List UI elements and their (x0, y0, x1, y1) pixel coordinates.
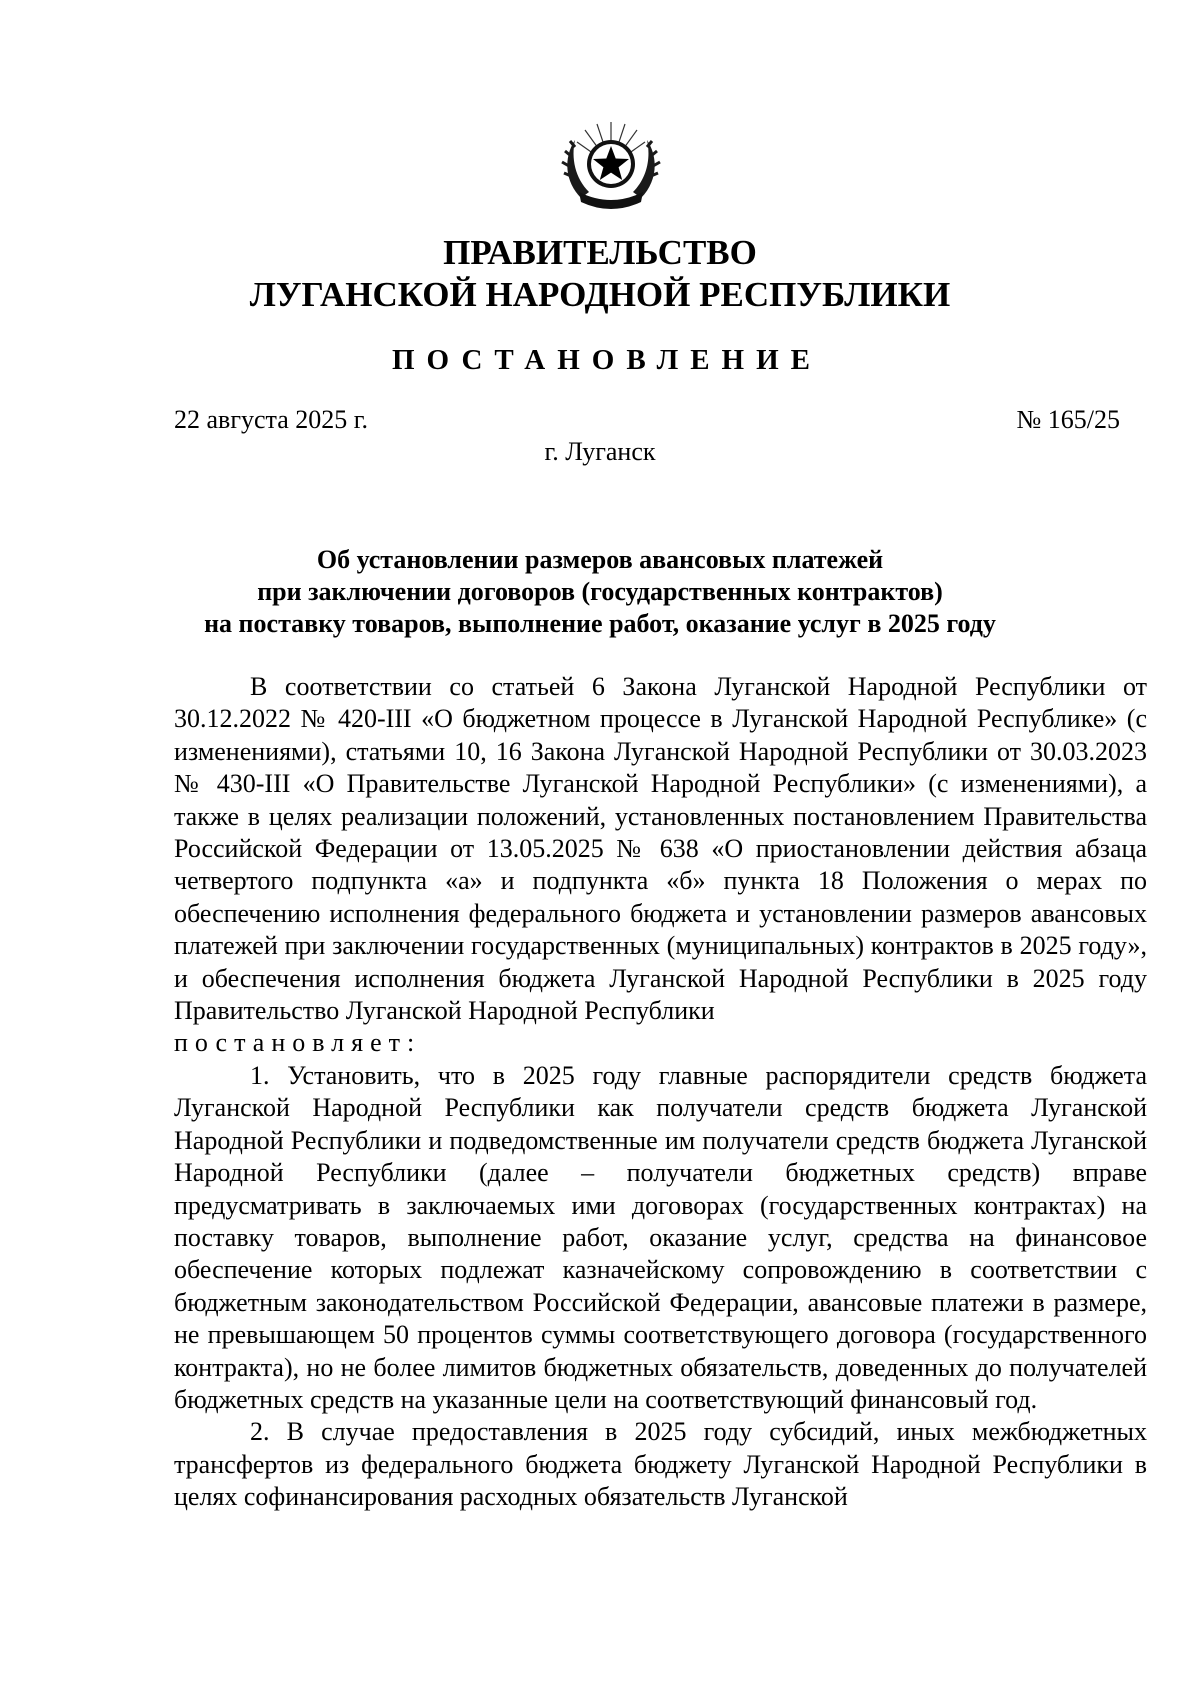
government-title-line2: ЛУГАНСКОЙ НАРОДНОЙ РЕСПУБЛИКИ (249, 275, 951, 314)
preamble-paragraph: В соответствии со статьей 6 Закона Луганской Народной Республики от 30.12.2022 № 420-III «О бюджетном процессе в Луганской Народной Республике» (с изменениями), статьями 10, 16 Закона Луганской Народной Республики от 30.03.2023 № 430-III «О Правительстве Луганской Народной Республики» (с изменениями), а также в целях реализации положений, установленных постановлением Правительства Российской Федерации от 13.05.2025 № 638 «О приостановлении действия абзаца четвертого подпункта «а» и подпункта «б» пункта 18 Положения о мерах по обеспечению исполнения федерального бюджета и установлении размеров авансовых платежей при заключении государственных (муниципальных) контрактов в 2025 году», и обеспечения исполнения бюджета Луганской Народной Республики в 2025 году Правительство Луганской Народной Республики (174, 672, 1147, 1026)
subject-line2: при заключении договоров (государственных контрактов) (257, 577, 943, 606)
lpr-coat-of-arms-icon (561, 118, 661, 210)
document-subject (0, 544, 1200, 640)
decree-word: постановляет: (174, 1028, 422, 1058)
document-type: ПОСТАНОВЛЕНИЕ (391, 344, 822, 376)
document-body (174, 671, 1147, 1514)
document-city: г. Луганск (544, 437, 656, 466)
item-2-paragraph: 2. В случае предоставления в 2025 году субсидий, иных межбюджетных трансфертов из федерального бюджета бюджету Луганской Народной Республики в целях софинансирования расходных обязательств Луганской (174, 1417, 1147, 1512)
document-number: № 165/25 (1016, 405, 1120, 434)
item-1-paragraph: 1. Установить, что в 2025 году главные распорядители средств бюджета Луганской Народной Республики как получатели средств бюджета Луганской Народной Республики и подведомственные им получатели средств бюджета Луганской Народной Республики (далее – получатели бюджетных средств) вправе предусматривать в заключаемых ими договорах (государственных контрактах) на поставку товаров, выполнение работ, оказание услуг, средства на финансовое обеспечение которых подлежат казначейскому сопровождению в соответствии с бюджетным законодательством Российской Федерации, авансовые платежи в размере, не превышающем 50 процентов суммы соответствующего договора (государственного контракта), но не более лимитов бюджетных обязательств, доведенных до получателей бюджетных средств на указанные цели на соответствующий финансовый год. (174, 1060, 1147, 1414)
government-title-line1: ПРАВИТЕЛЬСТВО (443, 233, 757, 272)
subject-line3: на поставку товаров, выполнение работ, оказание услуг в 2025 году (204, 609, 996, 638)
document-date: 22 августа 2025 г. (174, 405, 368, 434)
subject-line1: Об установлении размеров авансовых платежей (316, 545, 884, 574)
